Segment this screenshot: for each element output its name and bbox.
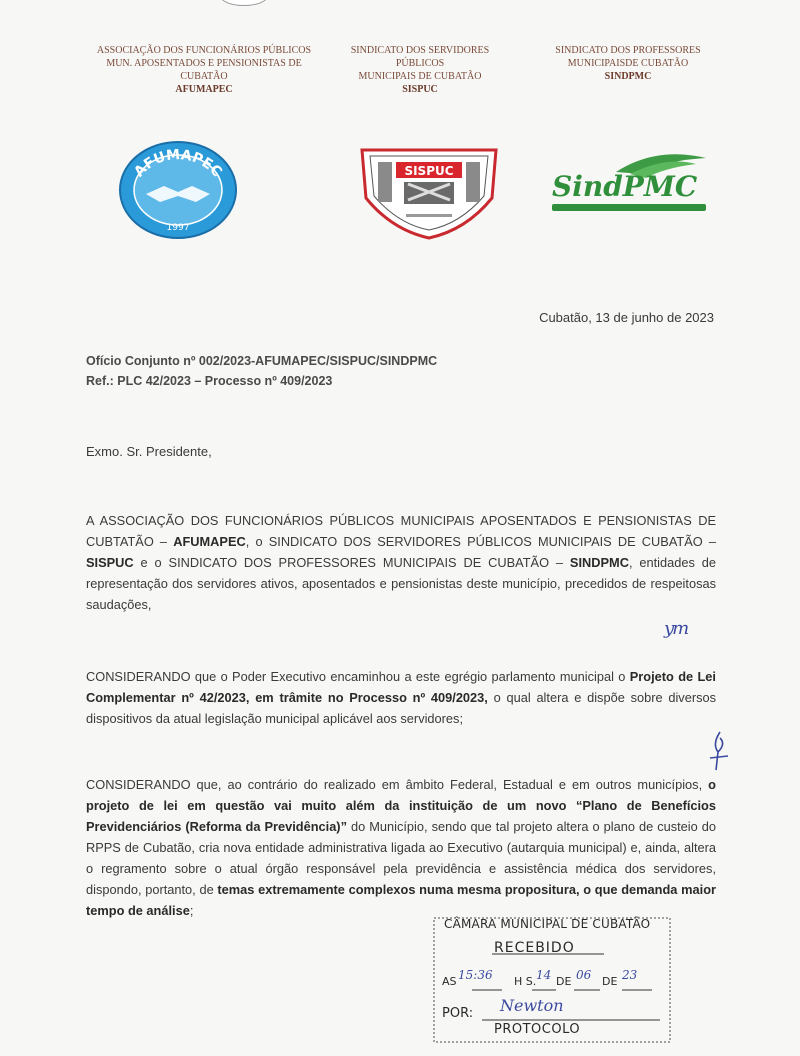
letter-reference: Ref.: PLC 42/2023 – Processo nº 409/2023 bbox=[86, 374, 333, 388]
stamp-as-label: AS bbox=[442, 975, 457, 988]
afumapec-logo-text: AFUMAPEC bbox=[131, 146, 225, 181]
text: CONSIDERANDO que, ao contrário do realizado em âmbito Federal, Estadual e em outros municípios, bbox=[86, 777, 709, 792]
bold-text: temas extremamente complexos numa mesma propositura, o que demanda maior tempo de análise bbox=[86, 882, 716, 918]
afumapec-logo bbox=[118, 140, 238, 240]
header-line: MUN. APOSENTADOS E PENSIONISTAS DE bbox=[106, 58, 302, 69]
letter-date: Cubatão, 13 de junho de 2023 bbox=[539, 310, 714, 325]
header-line: CUBATÃO bbox=[180, 71, 228, 82]
header-line: ASSOCIAÇÃO DOS FUNCIONÁRIOS PÚBLICOS bbox=[96, 45, 312, 56]
bold-text: o projeto de lei em questão vai muito além da instituição de um novo “Plano de Benefícios Previdenciários (Reforma da Previdência)” bbox=[86, 777, 716, 834]
header-sispuc bbox=[330, 44, 510, 96]
text: , entidades de representação dos servidores ativos, aposentados e pensionistas deste município, precedidos de respeitosas saudações, bbox=[86, 555, 716, 612]
sispuc-logo-text: SISPUC bbox=[404, 164, 454, 178]
handwritten-mark bbox=[706, 730, 736, 772]
sispuc-logo bbox=[356, 140, 502, 240]
stamp-protocolo: PROTOCOLO bbox=[494, 1022, 581, 1037]
header-line: SINDICATO DOS SERVIDORES PÚBLICOS bbox=[350, 45, 490, 69]
header-line: SINDICATO DOS PROFESSORES bbox=[555, 45, 701, 56]
header-abbr: SISPUC bbox=[402, 84, 438, 95]
letter-greeting: Exmo. Sr. Presidente, bbox=[86, 444, 212, 459]
stamp-handwritten-name: Newton bbox=[500, 996, 564, 1015]
afumapec-logo-year: 1997 bbox=[166, 223, 190, 233]
stamp-recebido: RECEBIDO bbox=[494, 940, 575, 956]
header-afumapec bbox=[86, 44, 322, 96]
handwritten-initials: ym bbox=[664, 618, 688, 639]
text: do Município, sendo que tal projeto altera o plano de custeio do RPPS de Cubatão, cria nova entidade administrativa ligada ao Executivo (autarquia municipal) e, ainda, altera o regramento sobre o atual órgão responsável pela previdência e assistência médica dos servidores, dispondo, portanto, de bbox=[86, 819, 716, 897]
header-abbr: AFUMAPEC bbox=[175, 84, 233, 95]
stamp-handwritten-day: 14 bbox=[536, 968, 552, 982]
text: CONSIDERANDO que o Poder Executivo encaminhou a este egrégio parlamento municipal o bbox=[86, 669, 630, 684]
header-abbr: SINDPMC bbox=[604, 71, 652, 82]
bold-text: AFUMAPEC bbox=[173, 534, 246, 549]
bold-text: Projeto de Lei Complementar nº 42/2023, em trâmite no Processo nº 409/2023, bbox=[86, 669, 716, 705]
text: , o SINDICATO DOS SERVIDORES PÚBLICOS MUNICIPAIS DE CUBATÃO – bbox=[245, 534, 716, 549]
punch-hole-mark bbox=[220, 0, 268, 6]
paragraph-intro bbox=[86, 510, 716, 615]
stamp-de-label: DE bbox=[602, 975, 618, 988]
stamp-por-label: POR: bbox=[442, 1006, 474, 1021]
header-line: MUNICIPAISDE CUBATÃO bbox=[567, 58, 689, 69]
bold-text: SINDPMC bbox=[569, 555, 629, 570]
letter-oficio: Ofício Conjunto nº 002/2023-AFUMAPEC/SISPUC/SINDPMC bbox=[86, 354, 438, 368]
sindpmc-logo bbox=[546, 152, 716, 216]
text: A ASSOCIAÇÃO DOS FUNCIONÁRIOS PÚBLICOS MUNICIPAIS APOSENTADOS E PENSIONISTAS DE CUBTATÃO – bbox=[86, 513, 716, 549]
text: e o SINDICATO DOS PROFESSORES MUNICIPAIS DE CUBATÃO – bbox=[133, 555, 570, 570]
stamp-hs-label: H S. bbox=[514, 975, 537, 988]
paragraph-considerando-2 bbox=[86, 774, 716, 921]
header-sindpmc bbox=[540, 44, 716, 83]
stamp-handwritten-month: 06 bbox=[576, 968, 592, 982]
paragraph-considerando-1 bbox=[86, 666, 716, 729]
stamp-chamber-name: CÂMARA MUNICIPAL DE CUBATÃO bbox=[444, 917, 651, 931]
header-line: MUNICIPAIS DE CUBATÃO bbox=[358, 71, 482, 82]
text: ; bbox=[189, 903, 194, 918]
sindpmc-logo-text: SindPMC bbox=[552, 170, 698, 203]
stamp-de-label: DE bbox=[556, 975, 572, 988]
stamp-handwritten-year: 23 bbox=[622, 968, 638, 982]
stamp-handwritten-time: 15:36 bbox=[458, 968, 493, 982]
text: o qual altera e dispõe sobre diversos dispositivos da atual legislação municipal aplicável aos servidores; bbox=[86, 690, 716, 726]
bold-text: SISPUC bbox=[86, 555, 134, 570]
